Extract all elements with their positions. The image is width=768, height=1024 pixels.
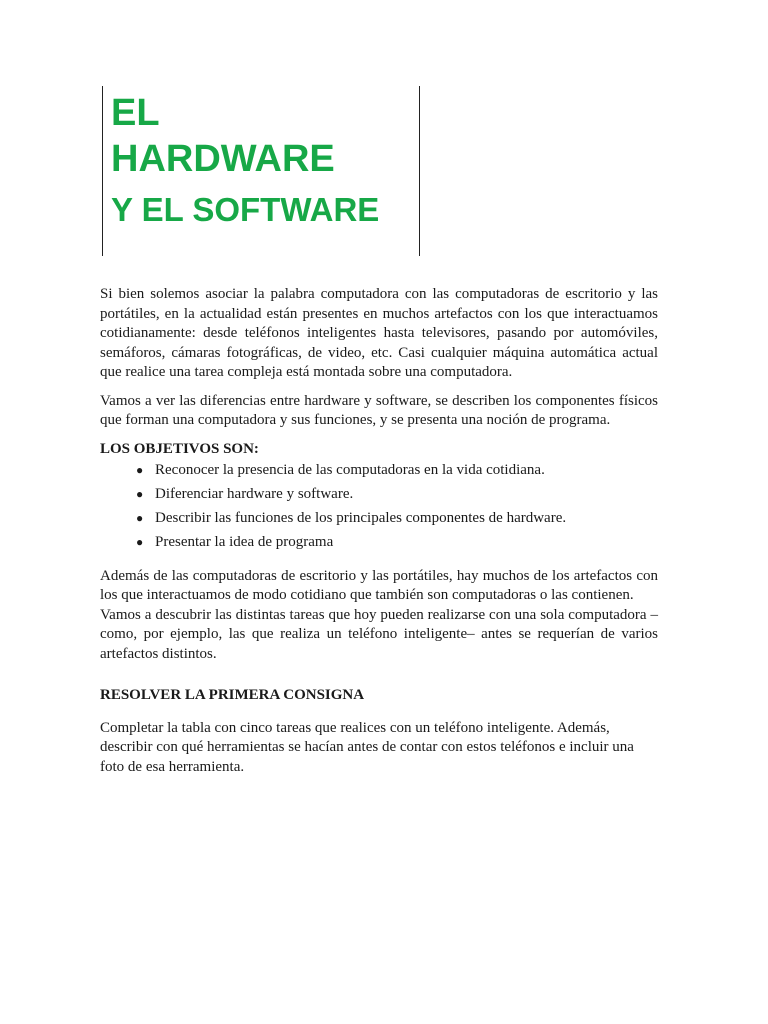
- intro-paragraph: Si bien solemos asociar la palabra computadora con las computadoras de escritorio y las portátiles, en la actualidad están presentes en muchos artefactos con los que interactuamos cotidianamente: desde teléfonos inteligentes hasta televisores, pasando por automóviles, semáforos, cámaras fotográficas, de video, etc. Casi cualquier máquina automática actual que realice una tarea compleja está montada sobre una computadora.: [100, 286, 658, 380]
- list-item-text: Diferenciar hardware y software.: [155, 486, 354, 502]
- consigna-text: Completar la tabla con cinco tareas que realices con un teléfono inteligente. Además, describir con qué herramientas se hacían antes de contar con estos teléfonos e incluir una foto de esa herramienta.: [100, 719, 634, 775]
- list-item-text: Presentar la idea de programa: [155, 534, 334, 550]
- objectives-heading: LOS OBJETIVOS SON:: [100, 440, 259, 457]
- list-item: [136, 509, 658, 529]
- title-line-3: Y EL SOFTWARE: [111, 191, 380, 228]
- second-paragraph: Vamos a ver las diferencias entre hardware y software, se describen los componentes físicos que forman una computadora y sus funciones, y se presenta una noción de programa.: [100, 392, 658, 428]
- list-item: [136, 485, 658, 505]
- bullet-icon: ●: [136, 463, 144, 477]
- title-line-2: HARDWARE: [111, 138, 335, 180]
- bullet-icon: ●: [136, 487, 144, 501]
- title-box: [102, 86, 420, 256]
- consigna-heading: RESOLVER LA PRIMERA CONSIGNA: [100, 687, 365, 703]
- list-item-text: Describir las funciones de los principales componentes de hardware.: [155, 510, 567, 526]
- objectives-list: [100, 461, 658, 553]
- list-item: [136, 461, 658, 481]
- document-body: [100, 285, 658, 786]
- list-item: [136, 533, 658, 553]
- after-paragraph-1: Además de las computadoras de escritorio y las portátiles, hay muchos de los artefactos con los que interactuamos de modo cotidiano que también son computadoras o las contienen.: [100, 567, 658, 603]
- list-item-text: Reconocer la presencia de las computadoras en la vida cotidiana.: [155, 462, 545, 478]
- bullet-icon: ●: [136, 511, 144, 525]
- bullet-icon: ●: [136, 535, 144, 549]
- after-paragraph-2: Vamos a descubrir las distintas tareas que hoy pueden realizarse con una sola computadora –como, por ejemplo, las que realiza un teléfono inteligente– antes se requerían de varios artefactos distintos.: [100, 606, 658, 662]
- title-line-1: EL: [111, 92, 160, 134]
